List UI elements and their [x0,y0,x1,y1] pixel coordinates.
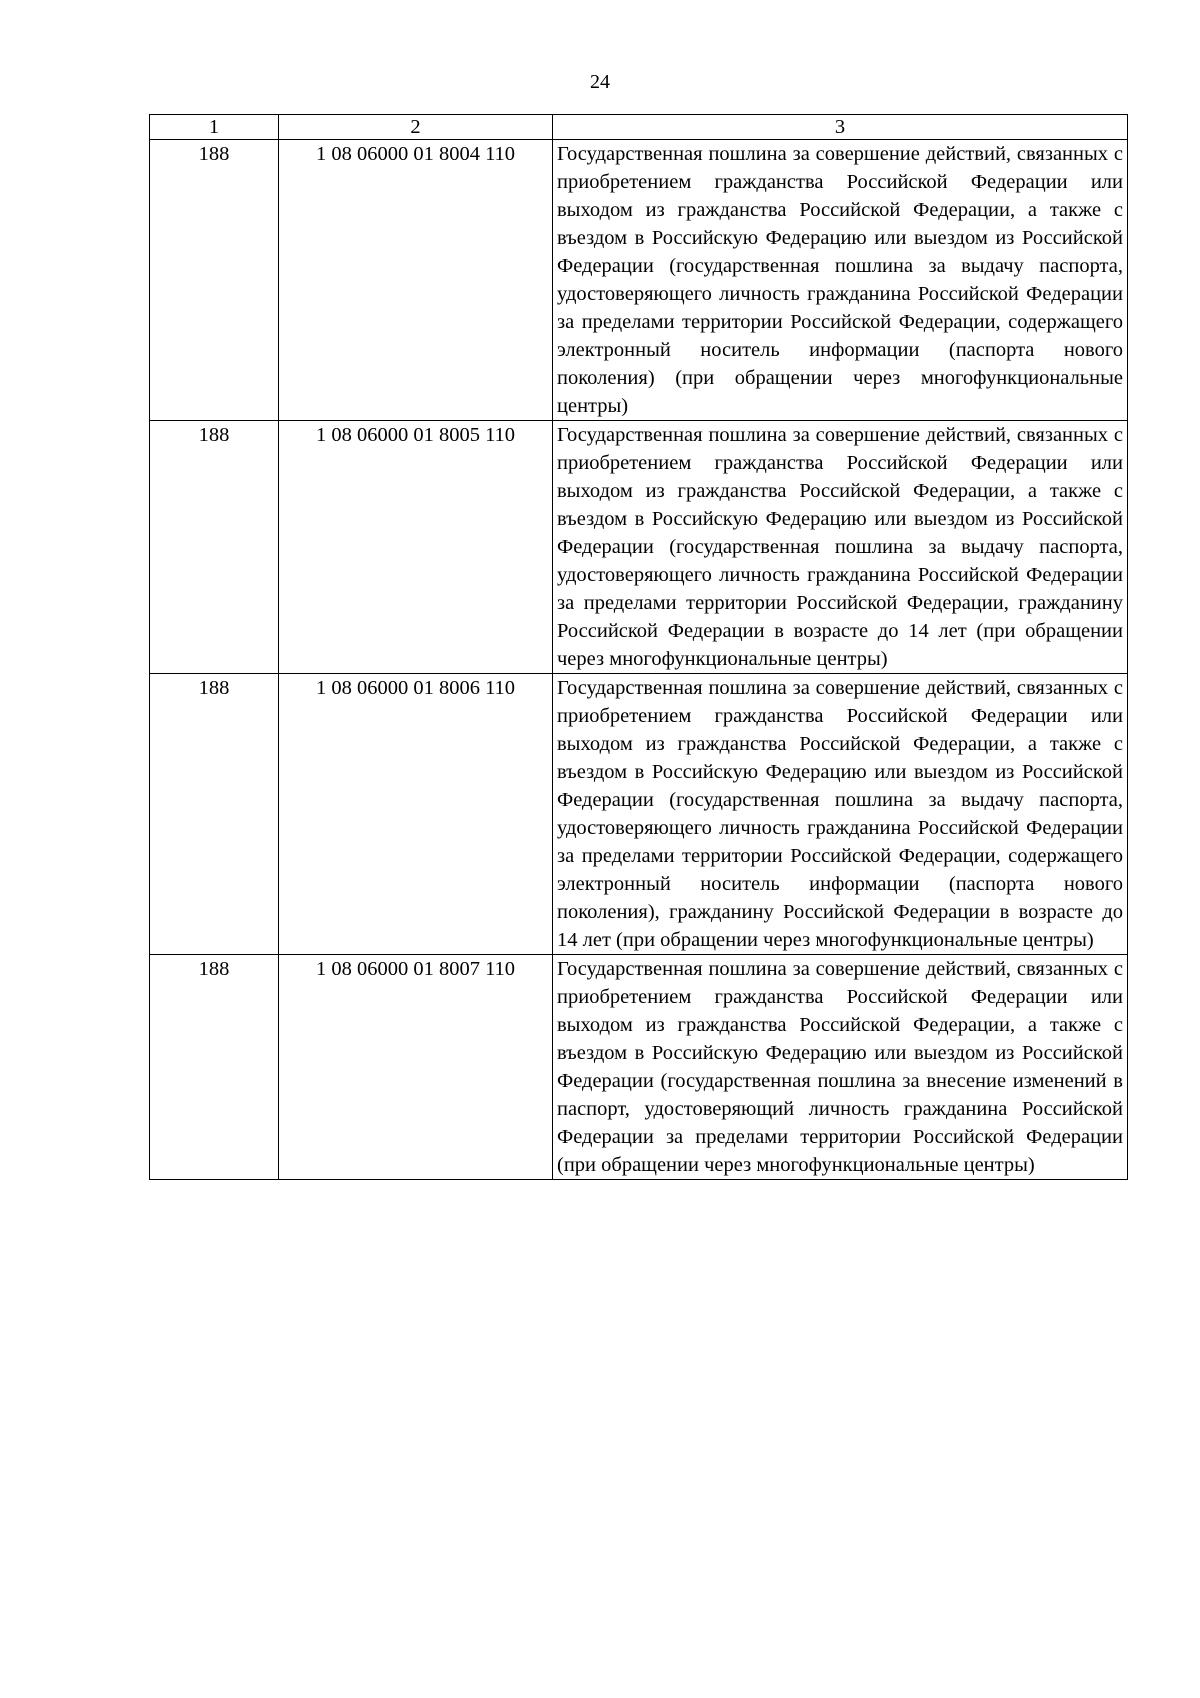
administrator-code-cell: 188 [150,421,279,674]
description-cell: Государственная пошлина за совершение действий, связанных с приобретением гражданства Российской Федерации или выходом из гражданства Российской Федерации, а также с въездом в Российскую Федерацию или выездом из Российской Федерации (государственная пошлина за внесение изменений в паспорт, удостоверяющий личность гражданина Российской Федерации за пределами территории Российской Федерации (при обращении через многофункциональные центры) [553,955,1128,1180]
table-row [150,955,1128,1180]
budget-classification-code-cell: 1 08 06000 01 8007 110 [279,955,553,1180]
column-header-3: 3 [553,115,1128,140]
budget-classification-code-cell: 1 08 06000 01 8006 110 [279,674,553,955]
description-cell: Государственная пошлина за совершение действий, связанных с приобретением гражданства Российской Федерации или выходом из гражданства Российской Федерации, а также с въездом в Российскую Федерацию или выездом из Российской Федерации (государственная пошлина за выдачу паспорта, удостоверяющего личность гражданина Российской Федерации за пределами территории Российской Федерации, содержащего электронный носитель информации (паспорта нового поколения), гражданину Российской Федерации в возрасте до 14 лет (при обращении через многофункциональные центры) [553,674,1128,955]
table-row [150,140,1128,421]
budget-codes-table [149,114,1128,1180]
budget-classification-code-cell: 1 08 06000 01 8005 110 [279,421,553,674]
administrator-code-cell: 188 [150,674,279,955]
table-header-row [150,115,1128,140]
column-header-2: 2 [279,115,553,140]
description-cell: Государственная пошлина за совершение действий, связанных с приобретением гражданства Российской Федерации или выходом из гражданства Российской Федерации, а также с въездом в Российскую Федерацию или выездом из Российской Федерации (государственная пошлина за выдачу паспорта, удостоверяющего личность гражданина Российской Федерации за пределами территории Российской Федерации, содержащего электронный носитель информации (паспорта нового поколения) (при обращении через многофункциональные центры) [553,140,1128,421]
administrator-code-cell: 188 [150,140,279,421]
page-number: 24 [590,71,610,93]
administrator-code-cell: 188 [150,955,279,1180]
budget-classification-code-cell: 1 08 06000 01 8004 110 [279,140,553,421]
column-header-1: 1 [150,115,279,140]
table-row [150,674,1128,955]
description-cell: Государственная пошлина за совершение действий, связанных с приобретением гражданства Российской Федерации или выходом из гражданства Российской Федерации, а также с въездом в Российскую Федерацию или выездом из Российской Федерации (государственная пошлина за выдачу паспорта, удостоверяющего личность гражданина Российской Федерации за пределами территории Российской Федерации, гражданину Российской Федерации в возрасте до 14 лет (при обращении через многофункциональные центры) [553,421,1128,674]
table-row [150,421,1128,674]
